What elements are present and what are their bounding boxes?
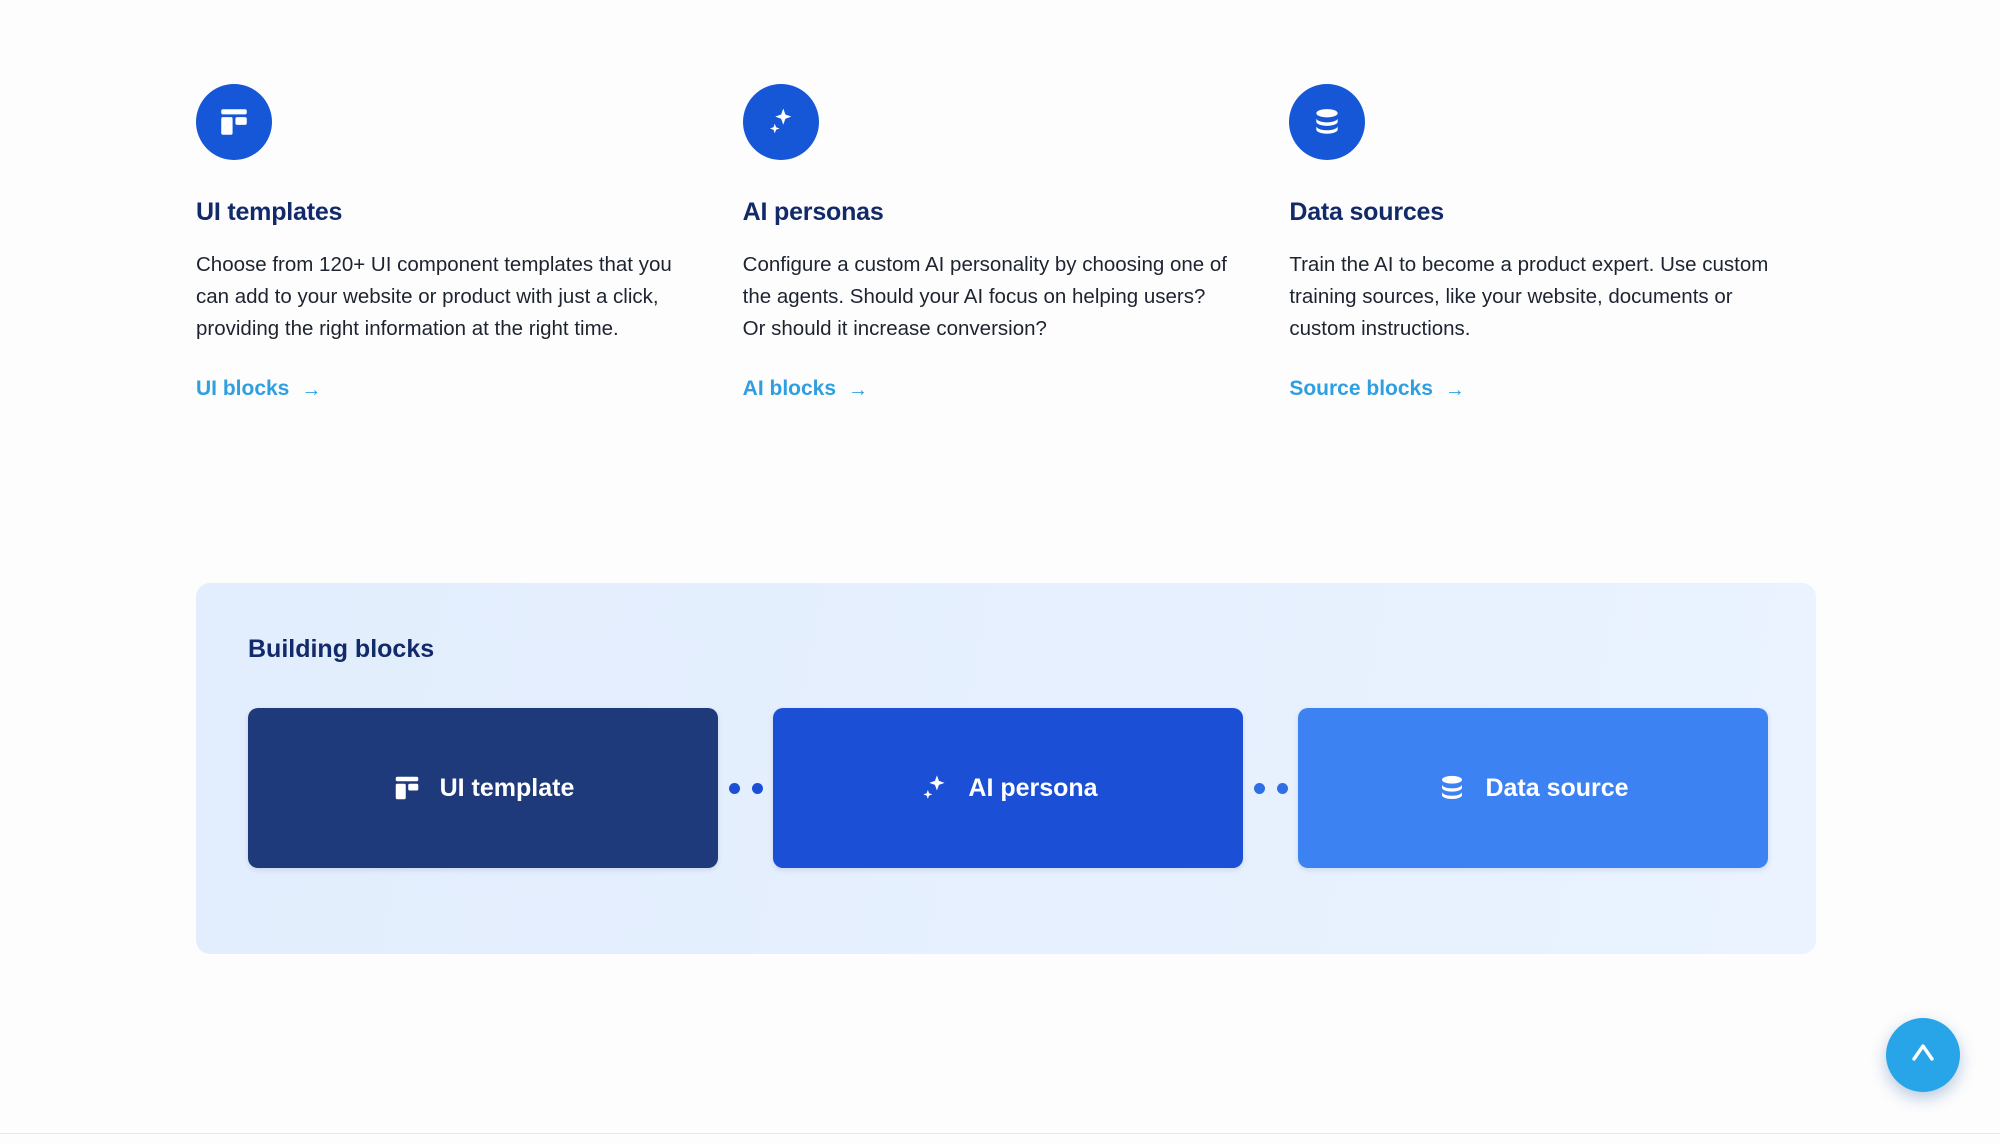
feature-card-data-sources	[1289, 84, 1836, 401]
ai-sparkle-icon	[918, 772, 950, 804]
ui-template-icon	[392, 773, 422, 803]
feature-title: AI personas	[742, 198, 884, 226]
block-ai-persona[interactable]	[773, 708, 1243, 868]
feature-link-ai-blocks[interactable]	[743, 377, 868, 401]
database-icon	[1437, 773, 1467, 803]
feature-link-label: Source blocks	[1289, 377, 1433, 400]
block-label: Data source	[1485, 773, 1629, 802]
feature-description: Train the AI to become a product expert. Use custom training sources, like your website, documents or custom instructions.	[1289, 253, 1769, 340]
feature-link-ui-blocks[interactable]	[196, 377, 321, 401]
feature-link-source-blocks[interactable]	[1289, 377, 1465, 401]
block-label: AI persona	[968, 773, 1098, 802]
block-ui-template[interactable]	[248, 708, 718, 868]
database-icon	[1289, 84, 1365, 160]
connector-dot	[1277, 783, 1288, 794]
bottom-divider	[0, 1133, 2000, 1134]
connector-dot	[729, 783, 740, 794]
ui-template-icon	[196, 84, 272, 160]
building-blocks-row	[248, 708, 1768, 868]
connector-dots	[1243, 783, 1298, 794]
chat-widget-icon	[1903, 1033, 1943, 1078]
feature-description: Choose from 120+ UI component templates that you can add to your website or product with just a click, providing the right information at the right time.	[196, 253, 672, 340]
feature-title: Data sources	[1289, 198, 1444, 226]
connector-dot	[752, 783, 763, 794]
feature-title: UI templates	[196, 198, 343, 226]
building-blocks-panel	[196, 583, 1816, 954]
connector-dots	[718, 783, 773, 794]
connector-dot	[1254, 783, 1265, 794]
arrow-right-icon: →	[301, 379, 322, 401]
feature-link-label: AI blocks	[742, 377, 837, 400]
block-data-source[interactable]	[1298, 708, 1768, 868]
ai-sparkle-icon	[743, 84, 819, 160]
feature-card-ui-templates	[196, 84, 743, 401]
arrow-right-icon: →	[848, 379, 869, 401]
feature-link-label: UI blocks	[196, 377, 290, 400]
arrow-right-icon: →	[1444, 379, 1465, 401]
features-section	[196, 84, 1836, 401]
chat-widget-button[interactable]	[1886, 1018, 1960, 1092]
block-label: UI template	[439, 773, 575, 802]
building-blocks-title: Building blocks	[248, 635, 435, 663]
feature-description: Configure a custom AI personality by choosing one of the agents. Should your AI focus on helping users? Or should it increase conversion?	[742, 253, 1227, 340]
feature-card-ai-personas	[743, 84, 1290, 401]
